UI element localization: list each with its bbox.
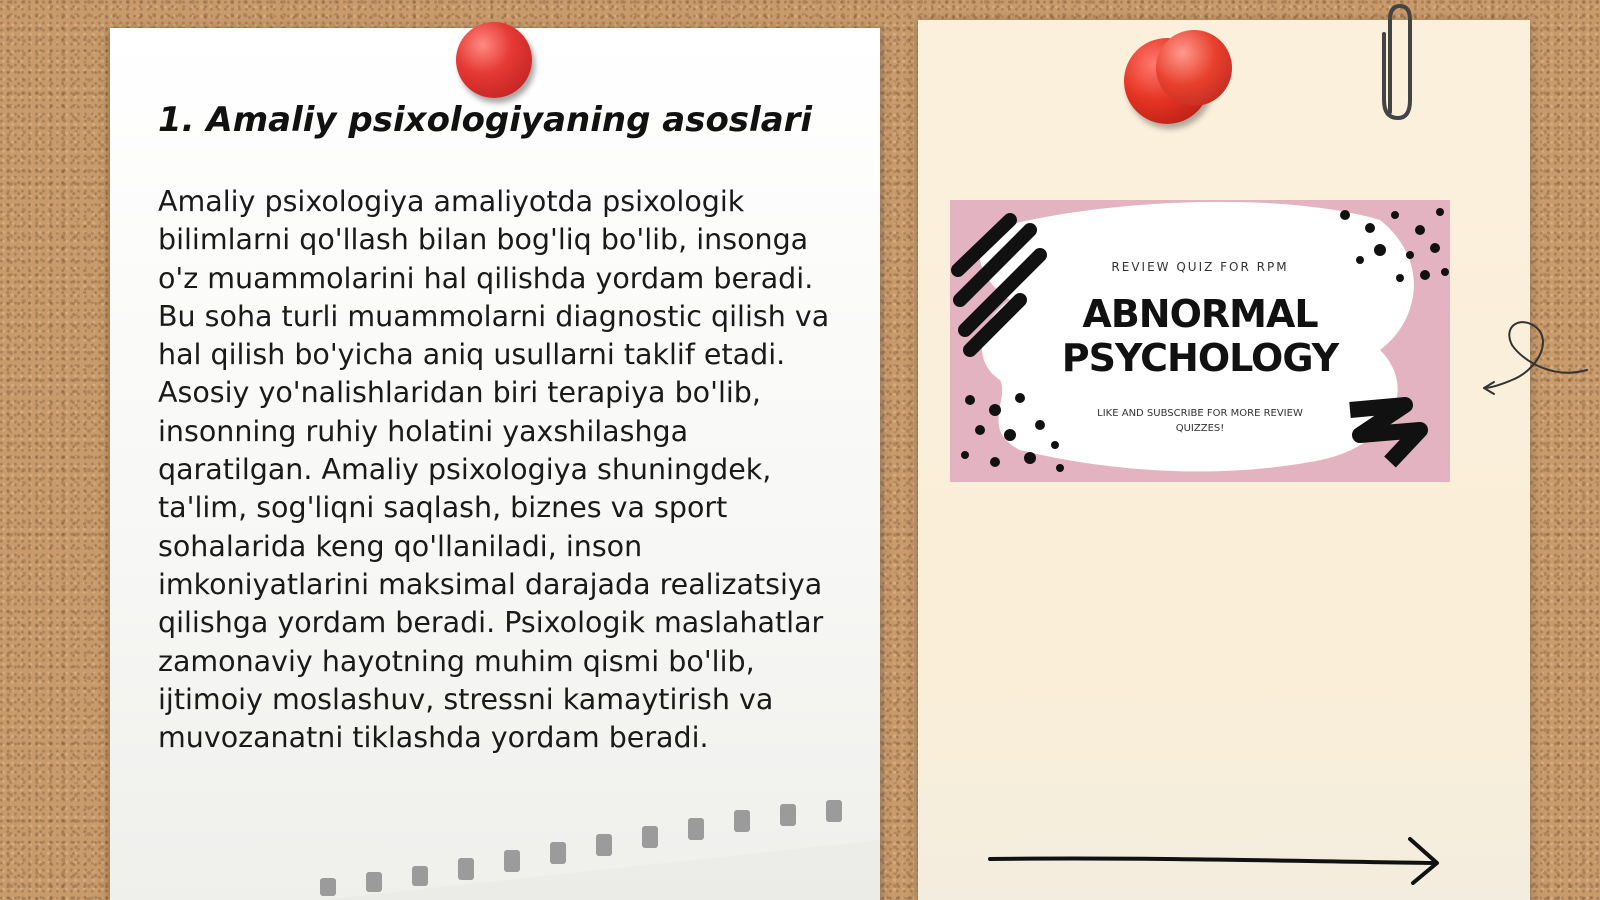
arrow-right-icon bbox=[985, 835, 1445, 885]
paper-clip-icon bbox=[1376, 0, 1420, 124]
banner-kicker: REVIEW QUIZ FOR RPM bbox=[1111, 260, 1289, 274]
note-title: 1. Amaliy psixologiyaning asoslari bbox=[158, 100, 813, 140]
banner-subtitle: LIKE AND SUBSCRIBE FOR MORE REVIEW QUIZZES! bbox=[1097, 408, 1303, 434]
torn-edge-decoration bbox=[320, 800, 880, 900]
push-pin-icon bbox=[1156, 30, 1232, 106]
push-pin-icon bbox=[456, 22, 532, 98]
note-paper-left bbox=[110, 28, 880, 900]
note-body: Amaliy psixologiya amaliyotda psixologik bilimlarni qo'llash bilan bog'liq bo'lib, insonga o'z muammolarini hal qilishda yordam beradi. Bu soha turli muammolarni diagnostic qilish va hal qilish bo'yicha aniq usullarni taklif etadi. Asosiy yo'nalishlaridan biri terapiya bo'lib, insonning ruhiy holatini yaxshilashga qaratilgan. Amaliy psixologiya shuningdek, ta'lim, sog'liqni saqlash, biznes va sport sohalarida keng qo'llaniladi, inson imkoniyatlarini maksimal darajada realizatsiya qilishga yordam beradi. Psixologik maslahatlar zamonaviy hayotning muhim qismi bo'lib, ijtimoiy moslashuv, stressni kamaytirish va muvozanatni tiklashda yordam beradi. bbox=[158, 185, 830, 755]
loop-arrow-doodle-icon bbox=[1482, 310, 1592, 410]
video-thumbnail[interactable] bbox=[950, 200, 1450, 482]
banner-title: ABNORMAL PSYCHOLOGY bbox=[1061, 292, 1339, 380]
